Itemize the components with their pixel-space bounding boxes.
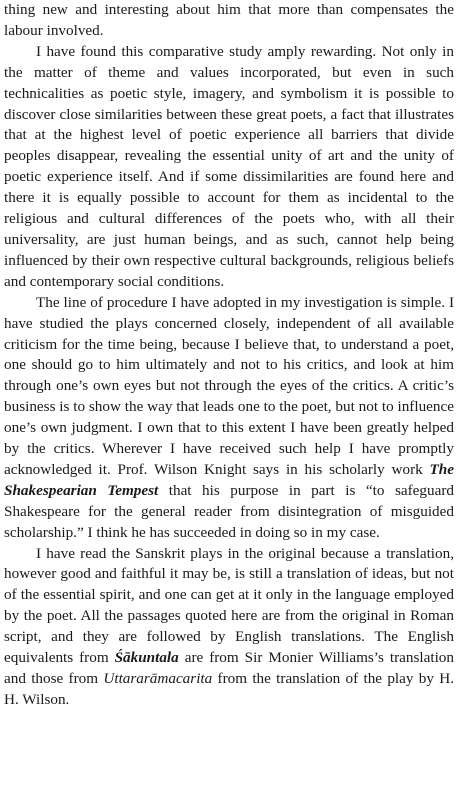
paragraph-2-text: I have found this comparative study amply rewarding. Not only in the matter of theme and values incorporated, but even in such technicalities as poetic style, imagery, and symbolism it is possible to discover close similarities between these great poets, a fact that illustrates that at the highest level of poetic experience all barriers that divide peoples disappear, revealing the essential unity of art and the unity of poetic experience itself. And if some dissimilarities are found here and there it is equally possible to account for them as incidental to the religious and cultural differences of the poets who, with all their universality, are just human beings, and as such, cannot help being influenced by their own respective cultural backgrounds, religious beliefs and contemporary social conditions. <box>4 42 454 290</box>
paragraph-4-text-a: I have read the Sanskrit plays in the original because a translation, however good and faithful it may be, is still a translation of ideas, but not of the essential spirit, and one can get at it only in the language employed by the poet. All the passages quoted here are from the original in Roman script, and they are followed by English translations. The English equivalents from <box>4 544 454 667</box>
paragraph-3-text-a: The line of procedure I have adopted in my investigation is simple. I have studied the plays concerned closely, independent of all available criticism for the time being, because I believe that, to understand a poet, one should go to him ultimately and not to his critics, and look at him through one’s own eyes but not through the eyes of the critics. A critic’s business is to show the way that leads one to the poet, but not to influence one’s own judgment. I own that to this extent I have been greatly helped by the critics. Wherever I have received such help I have promptly acknowledged it. Prof. Wilson Knight says in his scholarly work <box>4 293 454 478</box>
paragraph-4 <box>4 544 454 711</box>
play-title-uttararamacarita: Uttararāmacarita <box>103 670 213 687</box>
play-title-sakuntala: Śākuntala <box>114 649 179 667</box>
paragraph-1-text: thing new and interesting about him that more than compensates the labour involved. <box>4 1 454 39</box>
paragraph-3 <box>4 293 454 544</box>
paragraph-4-text-c: from the translation of the play by H. H. Wilson. <box>4 670 454 708</box>
paragraph-1 <box>4 0 454 42</box>
paragraph-3-text-b: that his purpose in part is “to safeguard Shakespeare for the general reader from disintegration of misguided scholarship.” I think he has succeeded in doing so in my case. <box>4 481 454 541</box>
book-title-shakespearian-tempest: The Shakespearian Tempest <box>4 460 454 499</box>
document-page <box>4 0 454 711</box>
paragraph-4-text-b: are from Sir Monier Williams’s translation and those from <box>4 649 454 687</box>
paragraph-2 <box>4 42 454 293</box>
